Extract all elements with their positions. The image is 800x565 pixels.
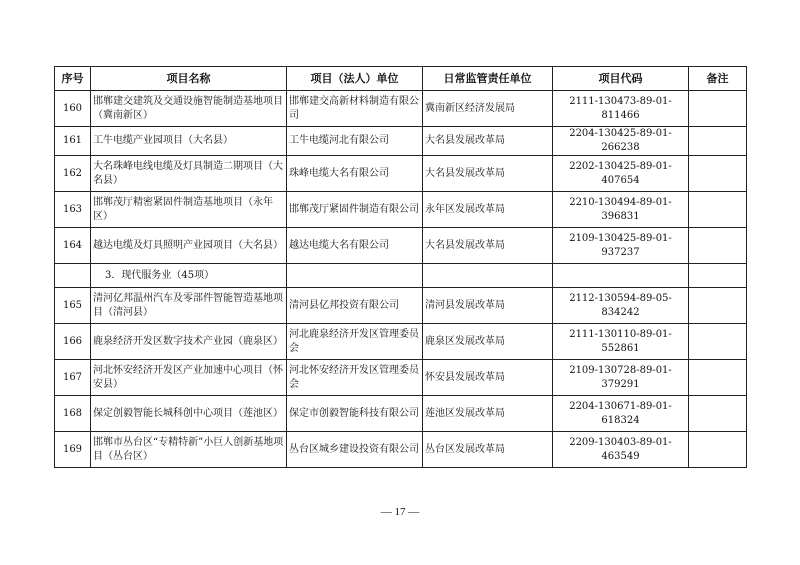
row-supervisor: 大名县发展改革局 <box>423 156 553 192</box>
row-no: 163 <box>55 192 91 228</box>
row-project-name: 保定创毅智能长城科创中心项目（莲池区） <box>91 396 287 432</box>
row-note <box>689 288 747 324</box>
row-company: 珠峰电缆大名有限公司 <box>287 156 423 192</box>
header-name: 项目名称 <box>91 67 287 91</box>
row-code: 2209-130403-89-01-463549 <box>553 432 689 468</box>
row-project-name: 邯郸市丛台区“专精特新”小巨人创新基地项目（丛台区） <box>91 432 287 468</box>
row-note <box>689 127 747 156</box>
row-project-name: 越达电缆及灯具照明产业园项目（大名县） <box>91 228 287 264</box>
table-row <box>55 127 747 156</box>
table-row <box>55 192 747 228</box>
section-no-cell <box>55 264 91 288</box>
row-company: 邯郸建交高新材料制造有限公司 <box>287 91 423 127</box>
row-note <box>689 360 747 396</box>
table-row <box>55 360 747 396</box>
row-note <box>689 91 747 127</box>
row-supervisor: 冀南新区经济发展局 <box>423 91 553 127</box>
table-row <box>55 228 747 264</box>
section-label: 3．现代服务业（45项） <box>91 264 287 288</box>
table-row <box>55 432 747 468</box>
section-empty-cell <box>689 264 747 288</box>
row-note <box>689 396 747 432</box>
header-supervisor: 日常监管责任单位 <box>423 67 553 91</box>
row-company: 清河县亿邦投资有限公司 <box>287 288 423 324</box>
row-note <box>689 192 747 228</box>
table-header-row <box>55 67 747 91</box>
header-company: 项目（法人）单位 <box>287 67 423 91</box>
row-project-name: 工牛电缆产业园项目（大名县） <box>91 127 287 156</box>
row-supervisor: 大名县发展改革局 <box>423 127 553 156</box>
row-code: 2111-130110-89-01-552861 <box>553 324 689 360</box>
row-no: 164 <box>55 228 91 264</box>
header-no: 序号 <box>55 67 91 91</box>
row-code: 2204-130425-89-01-266238 <box>553 127 689 156</box>
header-note: 备注 <box>689 67 747 91</box>
row-company: 工牛电缆河北有限公司 <box>287 127 423 156</box>
row-company: 邯郸茂厅紧固件制造有限公司 <box>287 192 423 228</box>
row-project-name: 大名珠峰电线电缆及灯具制造二期项目（大名县） <box>91 156 287 192</box>
row-no: 168 <box>55 396 91 432</box>
row-note <box>689 324 747 360</box>
row-note <box>689 228 747 264</box>
row-no: 162 <box>55 156 91 192</box>
row-project-name: 鹿泉经济开发区数字技术产业园（鹿泉区） <box>91 324 287 360</box>
row-supervisor: 莲池区发展改革局 <box>423 396 553 432</box>
table-row <box>55 324 747 360</box>
row-supervisor: 丛台区发展改革局 <box>423 432 553 468</box>
table-row <box>55 91 747 127</box>
section-empty-cell <box>423 264 553 288</box>
row-company: 丛台区城乡建设投资有限公司 <box>287 432 423 468</box>
section-empty-cell <box>553 264 689 288</box>
section-empty-cell <box>287 264 423 288</box>
row-no: 166 <box>55 324 91 360</box>
row-note <box>689 432 747 468</box>
row-company: 越达电缆大名有限公司 <box>287 228 423 264</box>
table-row <box>55 396 747 432</box>
row-code: 2202-130425-89-01-407654 <box>553 156 689 192</box>
row-code: 2109-130425-89-01-937237 <box>553 228 689 264</box>
row-note <box>689 156 747 192</box>
row-supervisor: 清河县发展改革局 <box>423 288 553 324</box>
row-code: 2210-130494-89-01-396831 <box>553 192 689 228</box>
row-no: 169 <box>55 432 91 468</box>
project-table <box>54 66 747 468</box>
row-no: 160 <box>55 91 91 127</box>
row-code: 2111-130473-89-01-811466 <box>553 91 689 127</box>
row-project-name: 清河亿邦温州汽车及零部件智能智造基地项目（清河县） <box>91 288 287 324</box>
row-company: 保定市创毅智能科技有限公司 <box>287 396 423 432</box>
row-supervisor: 大名县发展改革局 <box>423 228 553 264</box>
row-no: 161 <box>55 127 91 156</box>
section-row <box>55 264 747 288</box>
row-no: 167 <box>55 360 91 396</box>
row-company: 河北怀安经济开发区管理委员会 <box>287 360 423 396</box>
row-code: 2112-130594-89-05-834242 <box>553 288 689 324</box>
row-code: 2109-130728-89-01-379291 <box>553 360 689 396</box>
row-supervisor: 鹿泉区发展改革局 <box>423 324 553 360</box>
row-supervisor: 怀安县发展改革局 <box>423 360 553 396</box>
table-row <box>55 288 747 324</box>
page-number: — 17 — <box>380 506 420 518</box>
table-row <box>55 156 747 192</box>
row-code: 2204-130671-89-01-618324 <box>553 396 689 432</box>
row-supervisor: 永年区发展改革局 <box>423 192 553 228</box>
row-no: 165 <box>55 288 91 324</box>
row-project-name: 邯郸茂厅精密紧固件制造基地项目（永年区） <box>91 192 287 228</box>
row-company: 河北鹿泉经济开发区管理委员会 <box>287 324 423 360</box>
row-project-name: 邯郸建交建筑及交通设施智能制造基地项目（冀南新区） <box>91 91 287 127</box>
row-project-name: 河北怀安经济开发区产业加速中心项目（怀安县） <box>91 360 287 396</box>
header-code: 项目代码 <box>553 67 689 91</box>
